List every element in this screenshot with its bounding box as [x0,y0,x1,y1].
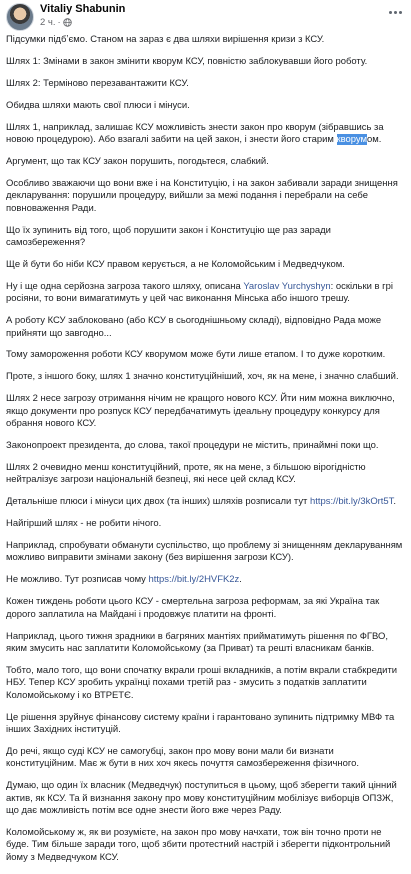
post-body [6,34,406,874]
post-paragraph [6,518,406,530]
post-paragraph [6,349,406,361]
post-paragraph [6,574,406,586]
paragraph-text: Не можливо. Тут розписав чому [6,574,149,586]
post-paragraph [6,371,406,383]
paragraph-text: ом. [367,134,382,146]
post-paragraph [6,100,406,112]
paragraph-text: Законопроект президента, до слова, такої процедури не містить, принаймні поки що. [6,439,379,451]
paragraph-text: Думаю, що один їх власник (Медведчук) поступиться в цьому, щоб зберегти такий цінний актив, як КСУ. Та й визнання закону про мову конституційним мобілізує виборців ОПЗЖ, що дає можливість потім все одне знести його вже через Раду. [6,780,397,816]
paragraph-text: . [239,574,242,586]
post-paragraph [6,393,406,430]
post-paragraph [6,462,406,487]
more-options-icon[interactable] [384,5,406,19]
author-name[interactable]: Vitaliy Shabunin [40,3,126,15]
paragraph-text: Шлях 2 несе загрозу отримання нічим не кращого нового КСУ. Йти ним можна виключно, якщо документи про розпуск КСУ передбачатимуть ідеальну процедуру конкурсу для обрання нового КСУ. [6,393,395,430]
paragraph-text: Шлях 1, наприклад, залишає КСУ можливість знести закон про кворум (зібравшись за новою процедурою). Або взагалі забити на цей закон, і знести його старим [6,121,384,146]
post-paragraph [6,122,406,147]
post-paragraph [6,631,406,656]
post-paragraph [6,540,406,565]
post-link[interactable]: Yaroslav Yurchyshyn [243,280,331,292]
post-paragraph [6,78,406,90]
author-avatar[interactable] [6,3,34,31]
paragraph-text: А роботу КСУ заблоковано (або КСУ в сьогоднішньому складі), відповідно Рада може прийняти що завгодно... [6,315,382,339]
post-paragraph [6,440,406,452]
post-link[interactable]: https://bit.ly/2HVFK2z [148,574,240,586]
post-paragraph [6,746,406,771]
post-link[interactable]: https://bit.ly/3kOrt5T [310,496,394,508]
paragraph-text: Тому замороження роботи КСУ кворумом може бути лише етапом. І то дуже коротким. [6,349,386,361]
post-paragraph [6,596,406,621]
paragraph-text: Детальніше плюси і мінуси цих двох (та інших) шляхів розписали тут [6,496,310,508]
paragraph-text: Кожен тиждень роботи цього КСУ - смертельна загроза реформам, за які Україна так дорого заплатила на Майдані і продовжує платити на фронті. [6,596,380,620]
paragraph-text: Що їх зупинить від того, щоб порушити закон і Конституцію ще раз заради самозбереження? [6,224,331,248]
paragraph-text: Наприклад, спробувати обманути суспільство, що проблему зі знищенням декларуванням можливо виправити змінами закону (без вирішення загрози КСУ). [6,539,403,564]
post-paragraph [6,827,406,864]
paragraph-text: Шлях 2 очевидно менш конституційний, проте, як на мене, з більшою вірогідністю нейтралізує загрози національній безпеці, які несе цей склад КСУ. [6,461,366,486]
post-paragraph [6,34,406,46]
paragraph-text: Особливо зважаючи що вони вже і на Конституцію, і на закон забивали заради знищення декларування: порушили процедуру, вийшли за межі подання і перебрали на себе повноваження Ради. [6,177,398,214]
post-paragraph [6,259,406,271]
paragraph-text: . [393,496,397,508]
post-header [6,3,406,33]
post-paragraph [6,156,406,168]
post-paragraph [6,712,406,737]
globe-icon [63,18,72,27]
paragraph-text: Ну і ще одна серйозна загроза такого шляху, описана [6,280,244,292]
paragraph-text: Шлях 2: Терміново перезавантажити КСУ. [6,77,189,89]
paragraph-text: Наприклад, цього тижня зрадники в багряних мантіях прийматимуть рішення по ФГВО, яким змусить нас заплатити Коломойському (за Приват) та решті власникам банків. [6,630,388,654]
paragraph-text: Аргумент, що так КСУ закон порушить, погодьтеся, слабкий. [6,155,269,167]
post-paragraph [6,56,406,68]
paragraph-text: До речі, якщо суді КСУ не самогубці, закон про мову вони мали би визнати конституційним. Має ж бути в них хоч якесь почуття самозбереження фізичного. [6,745,359,770]
post-paragraph [6,780,406,817]
paragraph-text: Найгірший шлях - не робити нічого. [6,518,162,530]
paragraph-text: Шлях 1: Змінами в закон змінити кворум КСУ, повністю заблокувавши його роботу. [6,55,368,67]
paragraph-text: Коломойському ж, як ви розумієте, на закон про мову начхати, тож він точно проти не буде. Тим більше заради того, щоб збити протестний настрій і зберегти підконтрольний йому з Медведчуком КСУ. [6,826,391,863]
paragraph-text: Проте, з іншого боку, шлях 1 значно конституційніший, хоч, як на мене, і значно слабший. [6,371,399,383]
post-paragraph [6,496,406,508]
paragraph-text: Це рішення зруйнує фінансову систему країни і гарантовано зупинить підтримку МВФ та інших Західних інституцій. [6,711,395,735]
paragraph-text: Тобто, мало того, що вони спочатку вкрали гроші вкладників, а потім вкрали стабкредити НБУ. Тепер КСУ зробить українці похами третій раз - змусить з податків заплатити Коломойському і ко ВТРЕТЄ. [6,664,398,701]
post-paragraph [6,225,406,250]
selected-text: кворум [336,134,368,146]
post-paragraph [6,281,406,306]
post-paragraph [6,315,406,340]
paragraph-text: Обидва шляхи мають свої плюси і мінуси. [6,99,190,111]
paragraph-text: : оскільки в грі росіяни, то вони вимагатимуть у цей час виконання Мінська або іншого трешу. [6,280,393,305]
post-time[interactable]: 2 ч. [40,17,56,28]
paragraph-text: Ще й бути бо ніби КСУ правом керується, а не Коломойським і Медведчуком. [6,258,345,270]
post-meta: 2 ч. · [40,17,72,28]
paragraph-text: Підсумки підбʼємо. Станом на зараз є два шляхи вирішення кризи з КСУ. [6,34,325,45]
post-paragraph [6,665,406,702]
post-paragraph [6,178,406,215]
